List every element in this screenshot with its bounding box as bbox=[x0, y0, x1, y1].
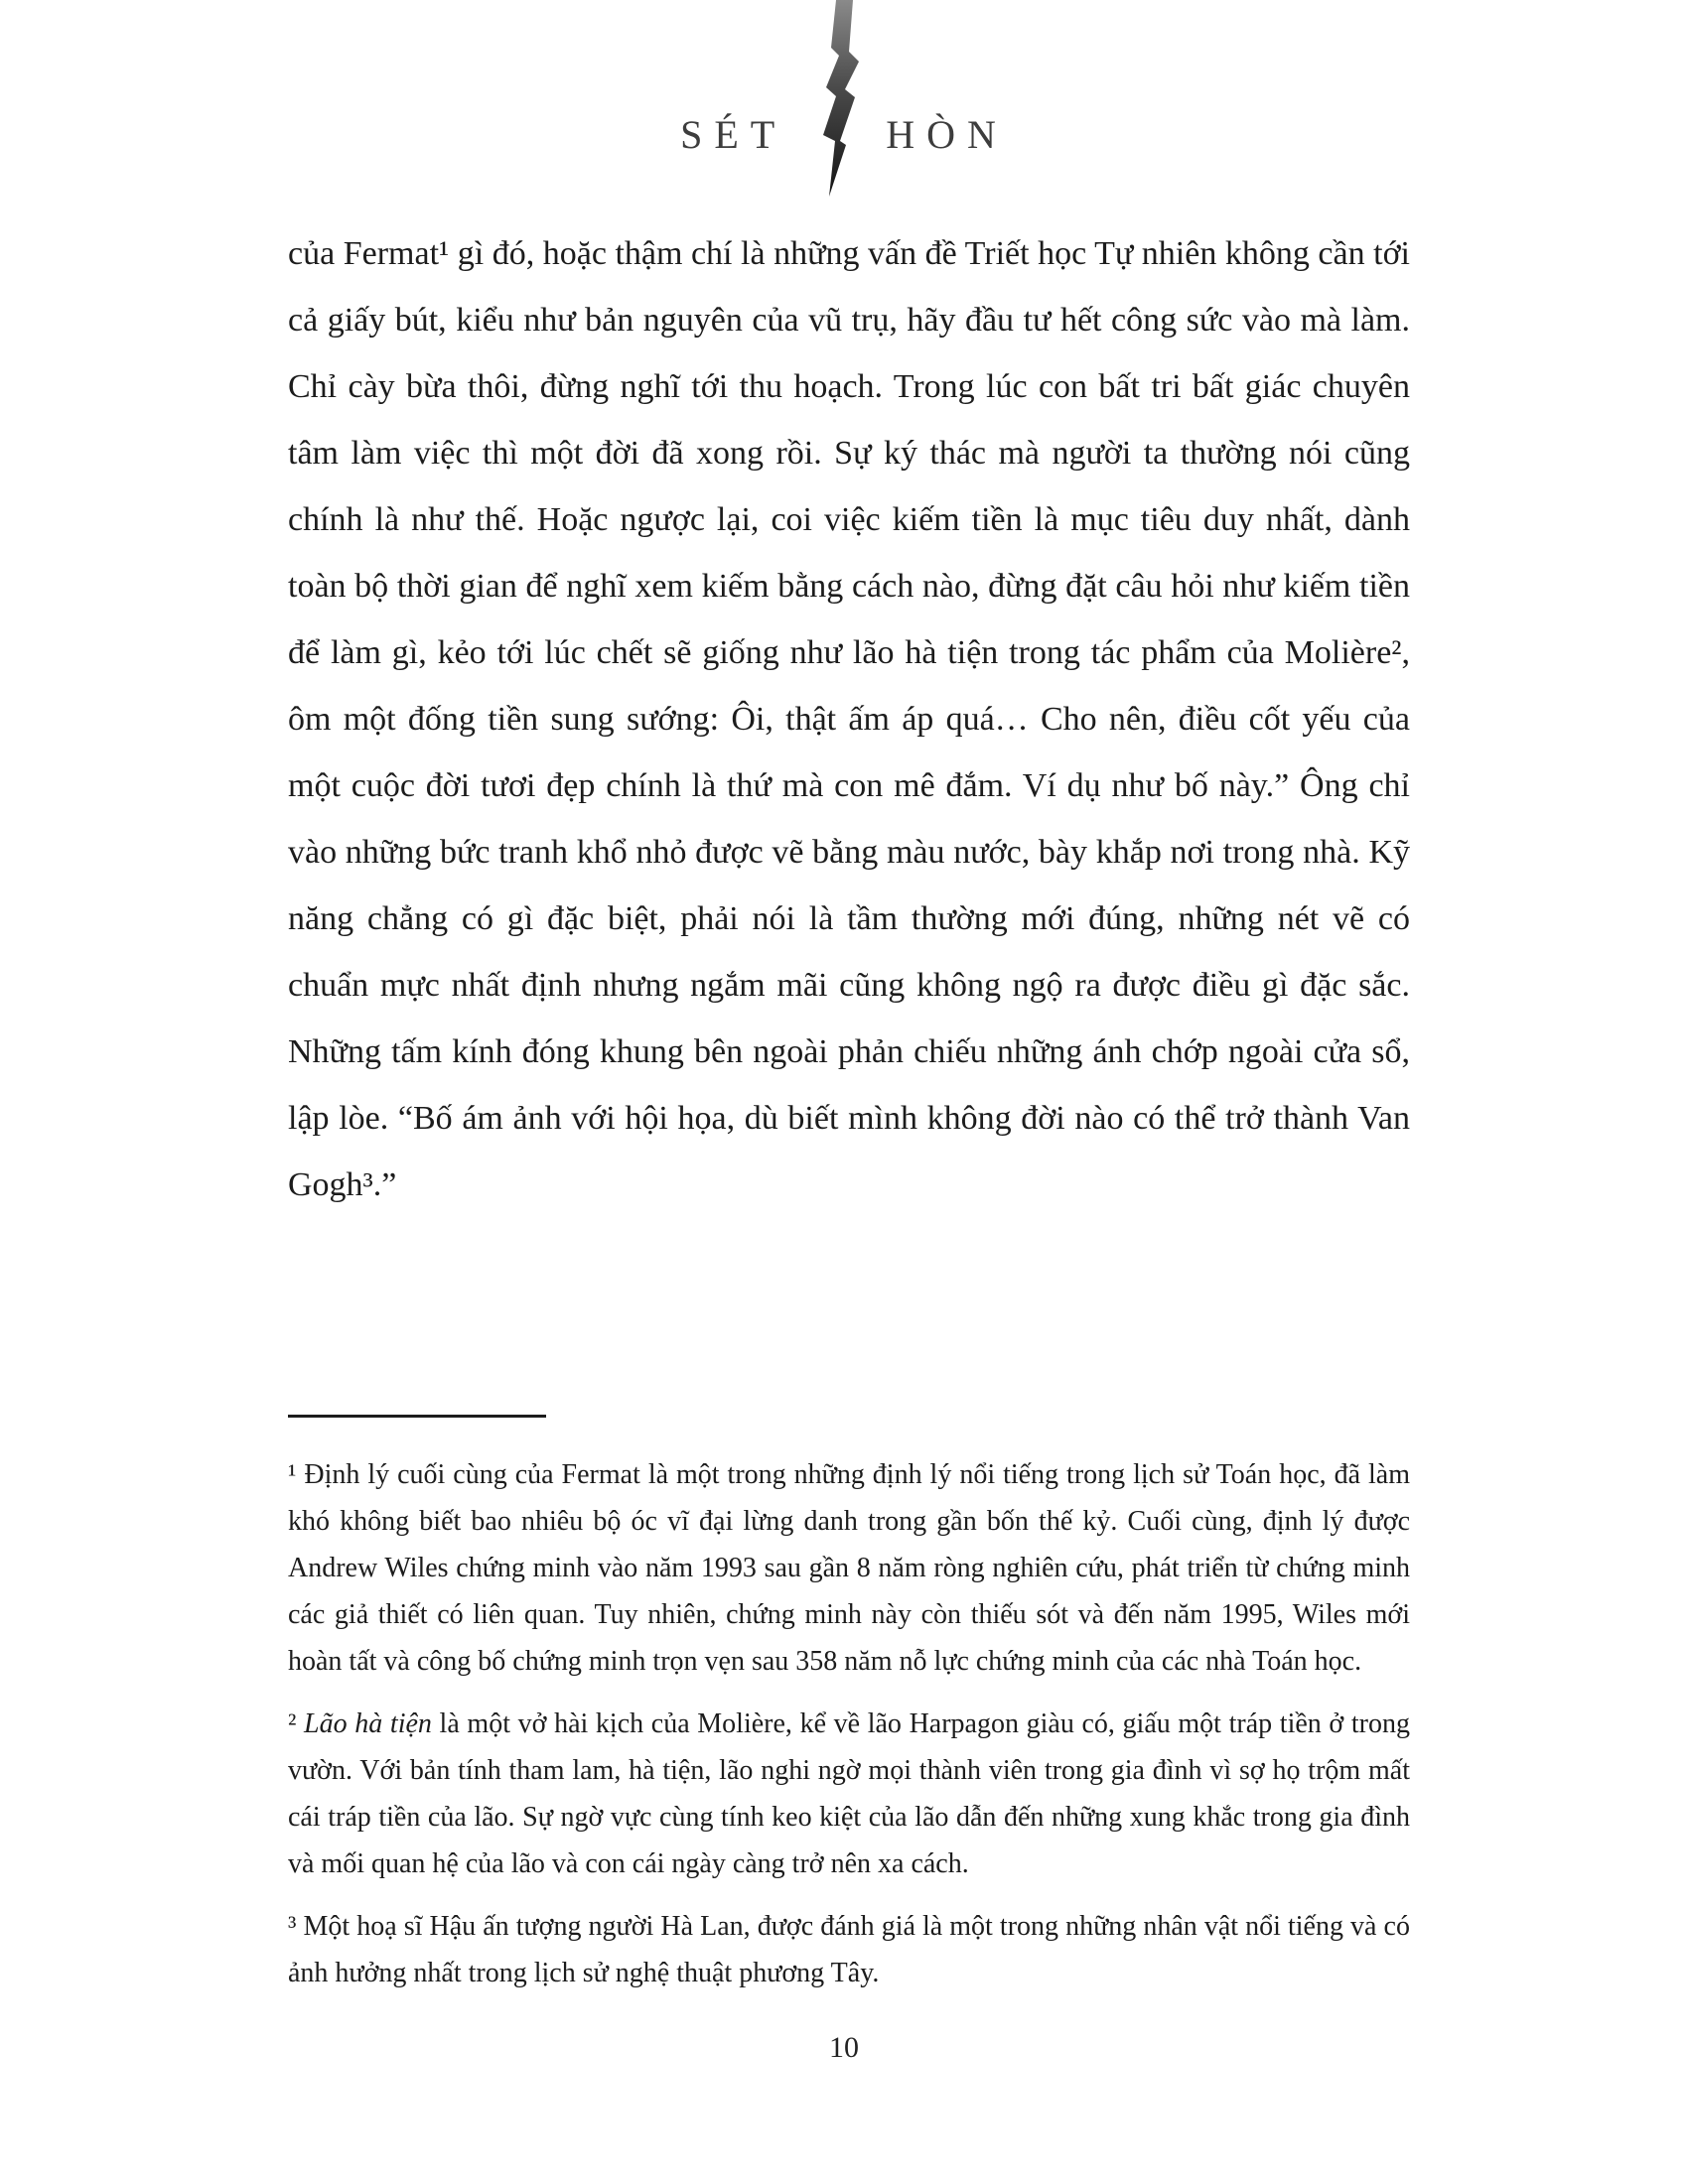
footnote-separator bbox=[288, 1415, 546, 1418]
footnote-3: ³ Một hoạ sĩ Hậu ấn tượng người Hà Lan, được đánh giá là một trong những nhân vật nổi tiếng và có ảnh hưởng nhất trong lịch sử nghệ thuật phương Tây. bbox=[288, 1911, 1410, 1988]
body-block bbox=[288, 220, 1410, 1218]
page-number: 10 bbox=[829, 2031, 859, 2064]
lightning-bolt-icon bbox=[809, 0, 879, 199]
footnote-2: ² Lão hà tiện là một vở hài kịch của Molière, kể về lão Harpagon giàu có, giấu một tráp tiền ở trong vườn. Với bản tính tham lam, hà tiện, lão nghi ngờ mọi thành viên trong gia đình vì sợ họ trộm mất cái tráp tiền của lão. Sự ngờ vực cùng tính keo kiệt của lão dẫn đến những xung khắc trong gia đình và mối quan hệ của lão và con cái ngày càng trở nên xa cách. bbox=[288, 1708, 1410, 1879]
footnote-1: ¹ Định lý cuối cùng của Fermat là một trong những định lý nổi tiếng trong lịch sử Toán học, đã làm khó không biết bao nhiêu bộ óc vĩ đại lừng danh trong gần bốn thế kỷ. Cuối cùng, định lý được Andrew Wiles chứng minh vào năm 1993 sau gần 8 năm ròng nghiên cứu, phát triển từ chứng minh các giả thiết có liên quan. Tuy nhiên, chứng minh này còn thiếu sót và đến năm 1995, Wiles mới hoàn tất và công bố chứng minh trọn vẹn sau 358 năm nỗ lực chứng minh của các nhà Toán học. bbox=[288, 1459, 1410, 1677]
page-footer bbox=[0, 2031, 1688, 2065]
book-title bbox=[0, 111, 1688, 158]
page-header bbox=[0, 0, 1688, 218]
body-paragraph: của Fermat¹ gì đó, hoặc thậm chí là những vấn đề Triết học Tự nhiên không cần tới cả giấy bút, kiểu như bản nguyên của vũ trụ, hãy đầu tư hết công sức vào mà làm. Chỉ cày bừa thôi, đừng nghĩ tới thu hoạch. Trong lúc con bất tri bất giác chuyên tâm làm việc thì một đời đã xong rồi. Sự ký thác mà người ta thường nói cũng chính là như thế. Hoặc ngược lại, coi việc kiếm tiền là mục tiêu duy nhất, dành toàn bộ thời gian để nghĩ xem kiếm bằng cách nào, đừng đặt câu hỏi như kiếm tiền để làm gì, kẻo tới lúc chết sẽ giống như lão hà tiện trong tác phẩm của Molière², ôm một đống tiền sung sướng: Ôi, thật ấm áp quá… Cho nên, điều cốt yếu của một cuộc đời tươi đẹp chính là thứ mà con mê đắm. Ví dụ như bố này.” Ông chỉ vào những bức tranh khổ nhỏ được vẽ bằng màu nước, bày khắp nơi trong nhà. Kỹ năng chẳng có gì đặc biệt, phải nói là tầm thường mới đúng, những nét vẽ có chuẩn mực nhất định nhưng ngắm mãi cũng không ngộ ra được điều gì đặc sắc. Những tấm kính đóng khung bên ngoài phản chiếu những ánh chớp ngoài cửa sổ, lập lòe. “Bố ám ảnh với hội họa, dù biết mình không đời nào có thể trở thành Van Gogh³.” bbox=[288, 235, 1410, 1203]
footnotes-section bbox=[288, 1451, 1410, 2012]
book-title-right: HÒN bbox=[886, 112, 1008, 157]
book-title-left: SÉT bbox=[680, 112, 787, 157]
